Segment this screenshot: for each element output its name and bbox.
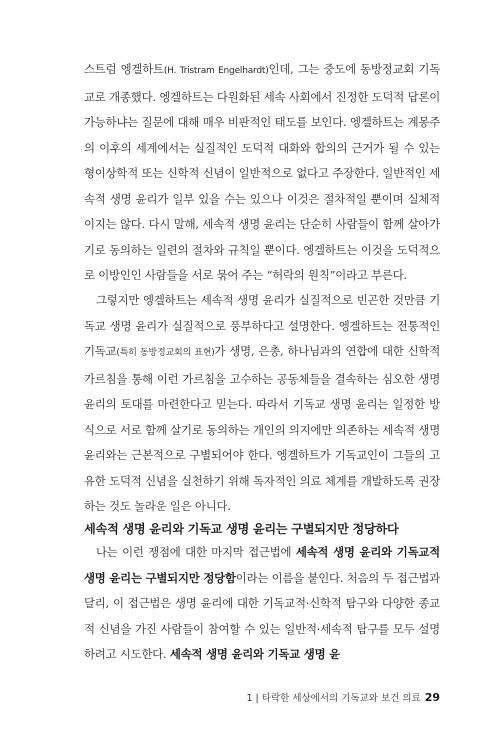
- para3-bold-phrase-2: 세속적 생명 윤리와 기독교 생명 윤: [169, 647, 340, 661]
- section-heading: 세속적 생명 윤리와 기독교 생명 윤리는 구별되지만 정당하다: [84, 522, 399, 536]
- para3-text-start: 나는 이런 쟁점에 대한 마지막 접근법에: [96, 545, 296, 559]
- page-footer: [240, 690, 440, 704]
- para2-small-aside: (특히 동방정교회의 표현): [116, 348, 215, 358]
- para1-text-start: 스트럼 엥겔하트: [84, 62, 164, 76]
- para2-text-start: 그렇지만 엥겔하트는 세속적 생명 윤리가 실질적으로 빈곤한 것만큼 기독교 생명 윤리가 실질적으로 풍부하다고 설명한다. 엥겔하트는 전통적인 기독교: [84, 293, 440, 358]
- paragraph-3: [84, 540, 440, 668]
- paragraph-1: [84, 57, 440, 289]
- para3-text-middle: 이라는 이름을 붙인다. 처음의 두 접근법과 달리, 이 접근법은 생명 윤리에 대한 기독교적·신학적 탐구와 다양한 종교적 신념을 가진 사람들이 참여할 수 있는 일반적·세속적 탐구를 모두 설명하려고 시도한다.: [84, 570, 440, 661]
- para1-text-rest: 인데, 그는 중도에 동방정교회 기독교로 개종했다. 엥겔하트는 다원화된 세속 사회에서 진정한 도덕적 답론이 가능하냐는 질문에 대해 매우 비판적인 태도를 보인다. 엥겔하트는 계몽주의 이후의 세계에서는 실질적인 도덕적 대화와 합의의 근거가 될 수 있는 형이상학적 또는 신학적 신념이 일반적으로 없다고 주장한다. 일반적인 세속적 생명 윤리가 일부 있을 수는 있으나 이것은 절차적일 뿐이며 실체적이지는 않다. 다시 말해, 세속적 생명 윤리는 단순히 사람들이 함께 살아가기로 동의하는 일련의 절차와 규칙일 뿐이다. 엥겔하트는 이것을 도덕적으로 이방인인 사람들을 서로 묶어 주는 “허락의 원칙”이라고 부른다.: [84, 62, 440, 282]
- para1-name-english: (H. Tristram Engelhardt): [163, 66, 269, 76]
- running-head: 1 | 타락한 세상에서의 기독교와 보건 의료: [246, 693, 421, 704]
- para3-bold-phrase: 세속적 생명 윤리와 기독교적 생명 윤리는 구별되지만 정당함: [84, 545, 440, 585]
- page-number: 29: [424, 691, 440, 704]
- para2-text-rest: 가 생명, 은총, 하나님과의 연합에 대한 신학적 가르침을 통해 이런 가르침을 고수하는 공동체들을 결속하는 심오한 생명 윤리의 토대를 마련한다고 믿는다. 따라서 기독교 생명 윤리는 일정한 방식으로 서로 함께 살기로 동의하는 개인의 의지에만 의존하는 세속적 생명 윤리와는 근본적으로 구별되어야 한다. 엥겔하트가 기독교인이 그들의 고유한 도덕적 신념을 실천하기 위해 독자적인 의료 체계를 개발하도록 권장하는 것도 놀라운 일은 아니다.: [84, 344, 441, 513]
- paragraph-2: [84, 288, 440, 520]
